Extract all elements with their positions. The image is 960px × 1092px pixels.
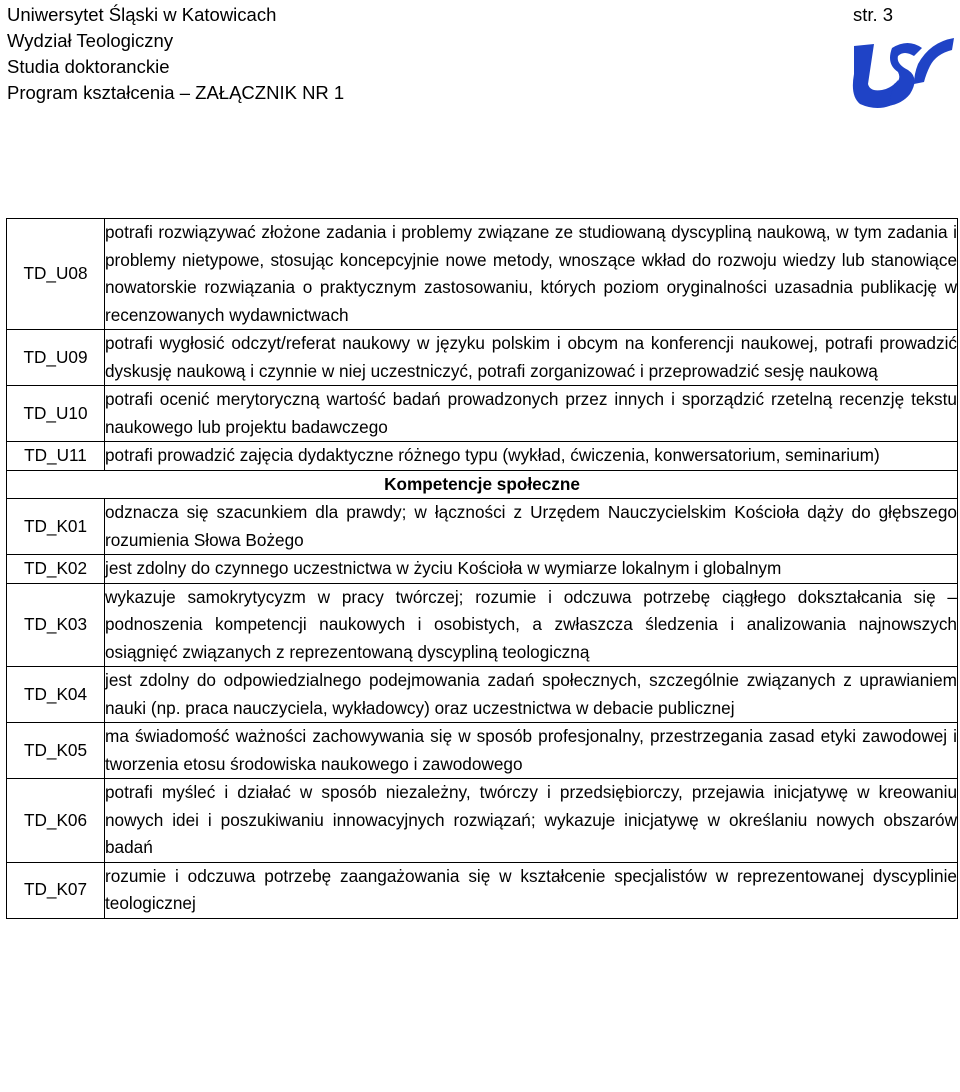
section-title: Kompetencje społeczne (7, 470, 958, 499)
outcome-description: rozumie i odczuwa potrzebę zaangażowania się w kształcenie specjalistów w reprezentowanej dyscyplinie teologicznej (105, 862, 958, 918)
outcome-description: odznacza się szacunkiem dla prawdy; w łączności z Urzędem Nauczycielskim Kościoła dąży do głębszego rozumienia Słowa Bożego (105, 499, 958, 555)
annex-title: Program kształcenia – ZAŁĄCZNIK NR 1 (7, 82, 345, 103)
table-row (7, 667, 958, 723)
faculty-name: Wydział Teologiczny (7, 30, 174, 51)
university-logo-icon (848, 34, 956, 114)
study-type: Studia doktoranckie (7, 56, 170, 77)
outcome-code: TD_U10 (7, 386, 105, 442)
outcome-description: potrafi myśleć i działać w sposób niezależny, twórczy i przedsiębiorczy, przejawia inicjatywę w kreowaniu nowych idei i poszukiwaniu innowacyjnych rozwiązań; wykazuje inicjatywę w określaniu nowych obszarów badań (105, 779, 958, 863)
document-header (7, 2, 344, 106)
table-row (7, 583, 958, 667)
learning-outcomes-table (6, 218, 958, 919)
outcome-description: wykazuje samokrytycyzm w pracy twórczej; rozumie i odczuwa potrzebę ciągłego dokształcania się – podnoszenia kompetencji naukowych i osobistych, a zwłaszcza śledzenia i analizowania najnowszych osiągnięć związanych z reprezentowaną dyscypliną teologiczną (105, 583, 958, 667)
outcome-code: TD_K07 (7, 862, 105, 918)
outcome-code: TD_K04 (7, 667, 105, 723)
outcome-description: potrafi rozwiązywać złożone zadania i problemy związane ze studiowaną dyscypliną naukową, w tym zadania i problemy nietypowe, stosując koncepcyjnie nowe metody, wnoszące wkład do rozwoju wiedzy lub stanowiące nowatorskie rozwiązania o praktycznym zastosowaniu, których poziom oryginalności uzasadnia publikację w recenzowanych wydawnictwach (105, 219, 958, 330)
outcome-code: TD_U09 (7, 330, 105, 386)
outcome-code: TD_K06 (7, 779, 105, 863)
outcome-code: TD_U08 (7, 219, 105, 330)
table-row (7, 862, 958, 918)
outcome-code: TD_K05 (7, 723, 105, 779)
table-row (7, 723, 958, 779)
table-row (7, 442, 958, 471)
section-header-row (7, 470, 958, 499)
outcome-code: TD_U11 (7, 442, 105, 471)
table-row (7, 386, 958, 442)
logo-right-stroke (914, 38, 954, 84)
outcome-code: TD_K01 (7, 499, 105, 555)
outcome-description: jest zdolny do odpowiedzialnego podejmowania zadań społecznych, szczególnie związanych z uprawianiem nauki (np. praca nauczyciela, wykładowcy) oraz uczestnictwa w debacie publicznej (105, 667, 958, 723)
outcome-description: ma świadomość ważności zachowywania się w sposób profesjonalny, przestrzegania zasad etyki zawodowej i tworzenia etosu środowiska naukowego i zawodowego (105, 723, 958, 779)
page-number: str. 3 (853, 4, 894, 25)
outcome-description: potrafi wygłosić odczyt/referat naukowy w języku polskim i obcym na konferencji naukowej, potrafi prowadzić dyskusję naukową i czynnie w niej uczestniczyć, potrafi zorganizować i przeprowadzić sesję naukową (105, 330, 958, 386)
outcome-code: TD_K02 (7, 555, 105, 584)
university-name: Uniwersytet Śląski w Katowicach (7, 4, 277, 25)
table-row (7, 555, 958, 584)
outcome-code: TD_K03 (7, 583, 105, 667)
outcome-description: potrafi ocenić merytoryczną wartość badań prowadzonych przez innych i sporządzić rzetelną recenzję tekstu naukowego lub projektu badawczego (105, 386, 958, 442)
outcome-description: potrafi prowadzić zajęcia dydaktyczne różnego typu (wykład, ćwiczenia, konwersatorium, seminarium) (105, 442, 958, 471)
table-row (7, 499, 958, 555)
table-row (7, 219, 958, 330)
outcome-description: jest zdolny do czynnego uczestnictwa w życiu Kościoła w wymiarze lokalnym i globalnym (105, 555, 958, 584)
table-row (7, 779, 958, 863)
table-row (7, 330, 958, 386)
